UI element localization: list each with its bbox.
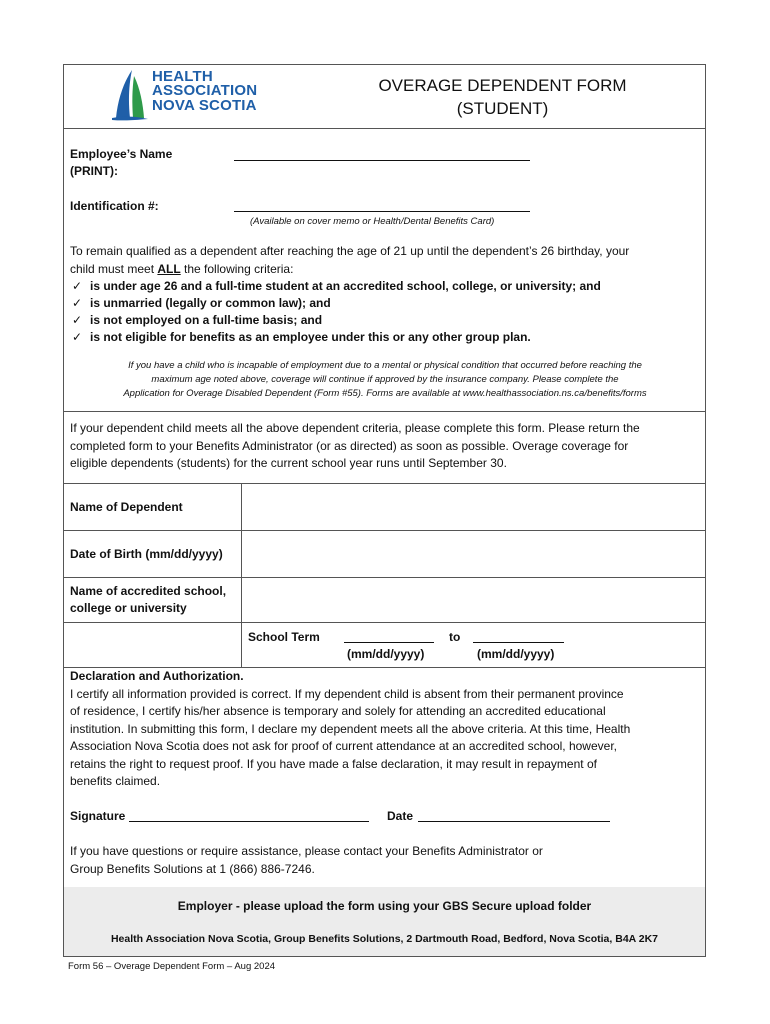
- criteria-item-text: is under age 26 and a full-time student at an accredited school, college, or university; and: [90, 279, 601, 293]
- criteria-item: [72, 329, 702, 346]
- divider: [63, 483, 706, 484]
- criteria-item: [72, 312, 702, 329]
- criteria-intro-pre: child must meet: [70, 261, 158, 276]
- instructions-line-1: If your dependent child meets all the above dependent criteria, please complete this form. Please return the: [70, 421, 640, 435]
- note-line-1: If you have a child who is incapable of employment due to a mental or physical condition that occurred before reaching the: [128, 360, 642, 371]
- criteria-item-text: is not eligible for benefits as an employee under this or any other group plan.: [90, 330, 531, 344]
- criteria-list: [72, 278, 702, 346]
- upload-instruction: Employer - please upload the form using your GBS Secure upload folder: [177, 899, 592, 913]
- employee-name-field[interactable]: [234, 160, 530, 161]
- checkmark-icon: ✓: [72, 330, 83, 344]
- form-id: Form 56 – Overage Dependent Form – Aug 2024: [68, 961, 276, 972]
- contact-info: [70, 843, 702, 878]
- dependent-name-label: Name of Dependent: [70, 500, 183, 514]
- declaration-line: institution. In submitting this form, I declare my dependent meets all the above criteria. At this time, Health: [70, 721, 631, 736]
- school-term-end-field[interactable]: [473, 642, 564, 643]
- criteria-item-text: is not employed on a full-time basis; and: [90, 313, 323, 327]
- instructions-line-2: completed form to your Benefits Administrator (or as directed) as soon as possible. Overage coverage for: [70, 438, 629, 453]
- signature-date-field[interactable]: [418, 821, 610, 822]
- logo: [110, 68, 260, 124]
- school-label-line-2: college or university: [70, 601, 187, 615]
- table-row-divider: [63, 622, 706, 623]
- criteria-intro-line-2: [70, 261, 700, 279]
- declaration-line: retains the right to request proof. If you have made a false declaration, it may result in repayment of: [70, 756, 597, 771]
- date-label: Date: [387, 809, 414, 823]
- criteria-item: [72, 295, 702, 312]
- table-row-divider: [63, 577, 706, 578]
- school-label-line-1: Name of accredited school,: [70, 584, 227, 598]
- declaration-line: benefits claimed.: [70, 774, 161, 788]
- declaration-line: of residence, I certify his/her absence is temporary and solely for attending an accredited educational: [70, 704, 606, 718]
- declaration-line: Association Nova Scotia does not ask for proof of current attendance at an accredited school, however,: [70, 739, 617, 753]
- identification-field[interactable]: [234, 211, 530, 212]
- criteria-intro-line-1: To remain qualified as a dependent after reaching the age of 21 up until the dependent’s 26 birthday, your: [70, 244, 630, 258]
- criteria-item-text: is unmarried (legally or common law); and: [90, 296, 331, 310]
- identification-label: Identification #:: [70, 199, 159, 213]
- logo-line-3: NOVA SCOTIA: [152, 97, 257, 114]
- note-line-2: maximum age noted above, coverage will continue if approved by the insurance company. Please complete the: [151, 374, 619, 385]
- dependent-name-field[interactable]: [243, 485, 704, 529]
- criteria-all-emphasis: ALL: [157, 261, 181, 276]
- declaration-heading: Declaration and Authorization.: [70, 669, 244, 683]
- declaration-line: I certify all information provided is correct. If my dependent child is absent from their permanent province: [70, 686, 624, 701]
- checkmark-icon: ✓: [72, 313, 83, 327]
- criteria-intro-post: the following criteria:: [180, 261, 294, 276]
- logo-line-1: HEALTH: [152, 68, 213, 85]
- logo-line-2: ASSOCIATION: [152, 82, 258, 99]
- school-term-label: School Term: [248, 630, 320, 644]
- divider: [63, 128, 706, 129]
- contact-line-1: If you have questions or require assistance, please contact your Benefits Administrator or: [70, 844, 543, 858]
- signature-field[interactable]: [129, 821, 369, 822]
- table-column-divider: [241, 483, 242, 667]
- date-format-hint: (mm/dd/yyyy): [347, 647, 425, 661]
- page-title: [330, 74, 675, 120]
- sailboat-logo-icon: [110, 68, 150, 124]
- checkmark-icon: ✓: [72, 279, 83, 293]
- title-line-1: OVERAGE DEPENDENT FORM: [378, 76, 627, 95]
- instructions-line-3: eligible dependents (students) for the current school year runs until September 30.: [70, 456, 507, 470]
- criteria-intro: [70, 243, 700, 278]
- instructions: [70, 420, 702, 473]
- address: Health Association Nova Scotia, Group Benefits Solutions, 2 Dartmouth Road, Bedford, Nova Scotia, B4A 2K7: [110, 933, 659, 945]
- contact-line-2: Group Benefits Solutions at 1 (866) 886-7246.: [70, 861, 315, 876]
- school-name-field[interactable]: [243, 579, 704, 621]
- table-row-divider: [63, 530, 706, 531]
- school-term-start-field[interactable]: [344, 642, 434, 643]
- title-line-2: (STUDENT): [456, 99, 549, 118]
- note-line-3: Application for Overage Disabled Dependent (Form #55). Forms are available at www.healthassociation.ns.ca/benefits/forms: [123, 388, 647, 399]
- to-label: to: [449, 630, 461, 644]
- dob-field[interactable]: [243, 532, 704, 576]
- identification-hint: (Available on cover memo or Health/Dental Benefits Card): [250, 216, 495, 227]
- declaration: [70, 668, 702, 791]
- checkmark-icon: ✓: [72, 296, 83, 310]
- employee-name-label-line-1: Employee’s Name: [70, 147, 173, 161]
- school-name-label: [70, 583, 226, 617]
- disabled-dependent-note: [66, 359, 704, 401]
- criteria-item: [72, 278, 702, 295]
- date-format-hint: (mm/dd/yyyy): [477, 647, 555, 661]
- divider: [63, 411, 706, 412]
- employee-name-label-line-2: (PRINT):: [70, 164, 118, 178]
- dob-label: Date of Birth (mm/dd/yyyy): [70, 547, 223, 561]
- employee-name-label: [70, 146, 172, 180]
- signature-label: Signature: [70, 809, 126, 823]
